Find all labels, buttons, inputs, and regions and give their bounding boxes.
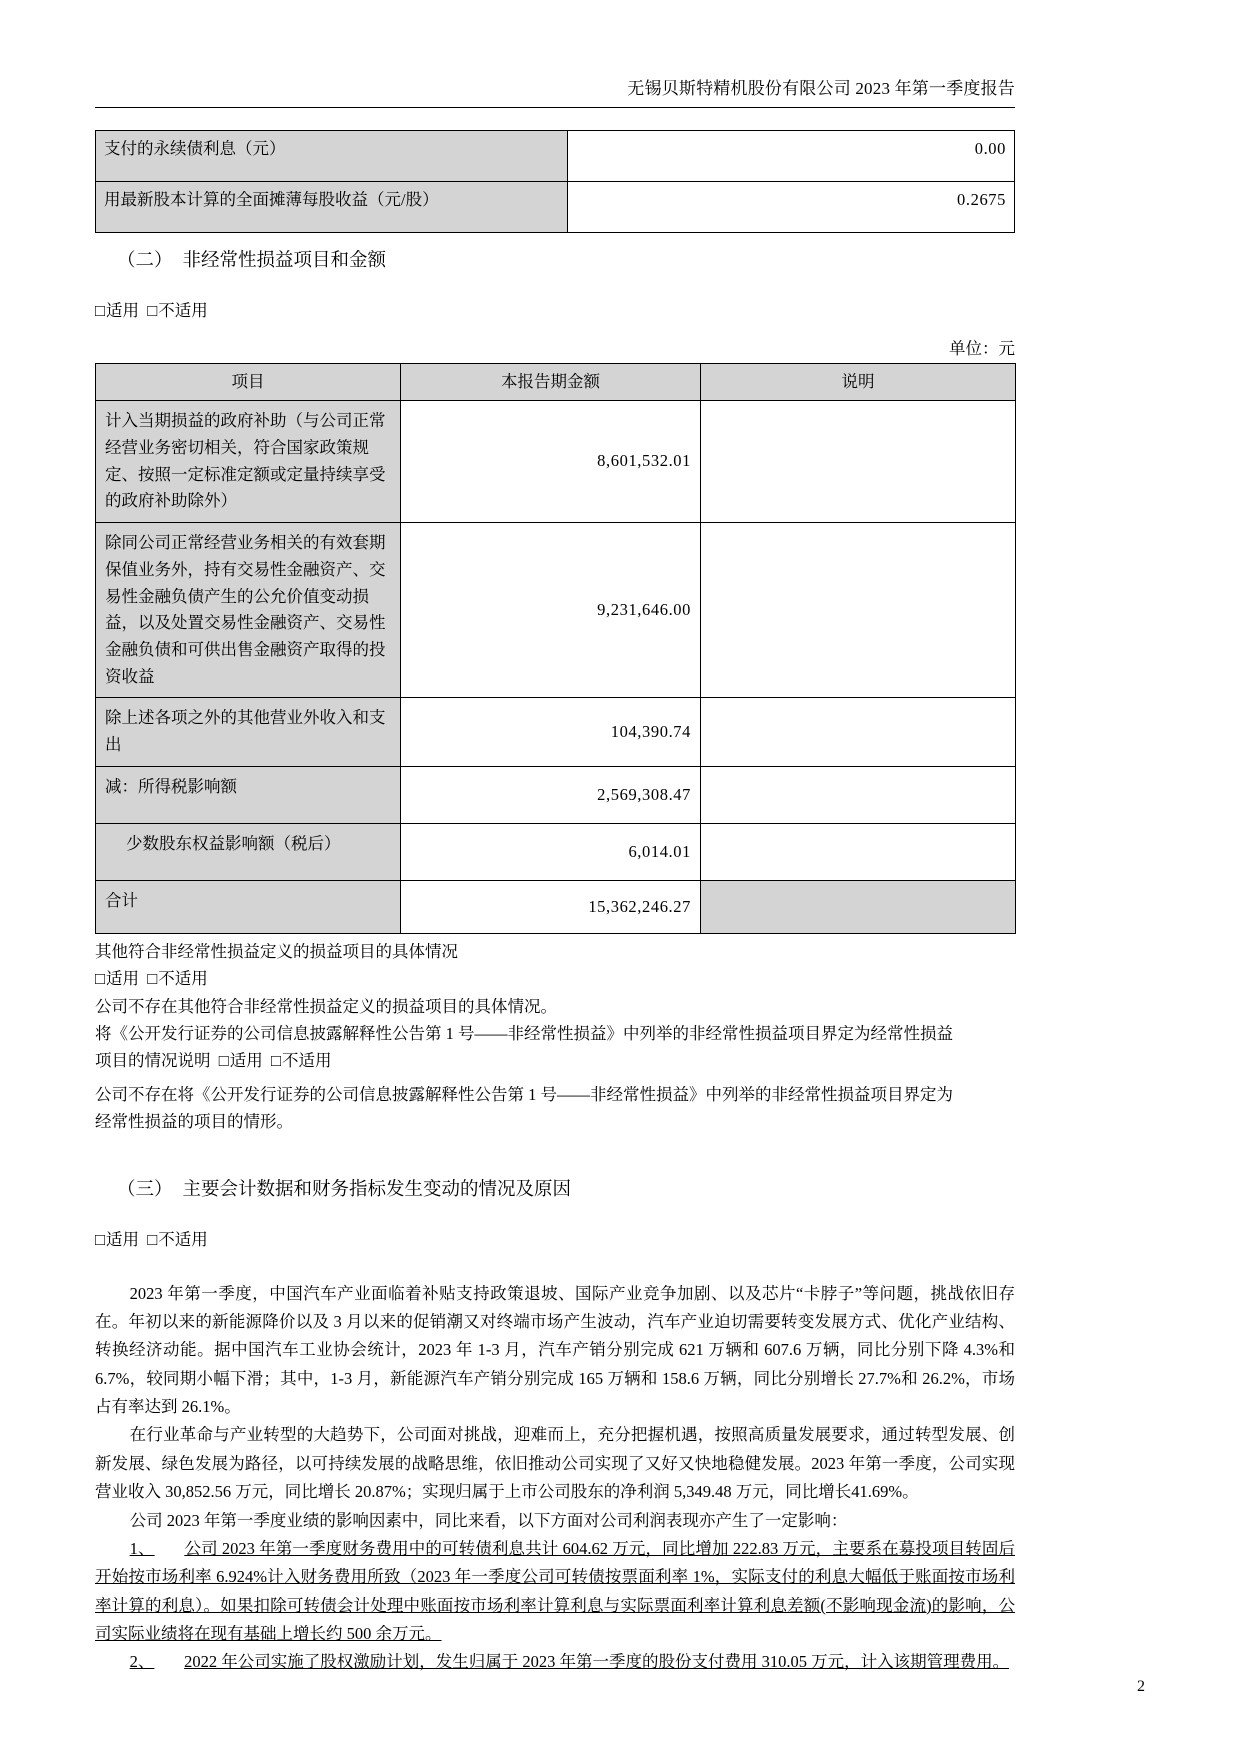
section-three-title: 主要会计数据和财务指标发生变动的情况及原因	[182, 1179, 572, 1200]
table-row	[96, 130, 1015, 181]
unit-label: 单位：元	[949, 338, 1015, 358]
applicable-label: 适用	[105, 1230, 139, 1250]
checkbox-empty-icon[interactable]	[147, 1230, 158, 1249]
checkbox-empty-icon[interactable]	[95, 969, 106, 988]
row-item-label: 除同公司正常经营业务相关的有效套期保值业务外，持有交易性金融资产、交易性金融负债产生的公允价值变动损益，以及处置交易性金融资产、交易性金融负债和可供出售金融资产取得的投资收益	[96, 523, 401, 698]
numbered-item-number: 1、	[129, 1538, 155, 1558]
section-two-applicability	[95, 298, 1015, 324]
note-line-1: 其他符合非经常性损益定义的损益项目的具体情况	[95, 941, 458, 961]
section-two-title: 非经常性损益项目和金额	[182, 250, 387, 271]
page-number: 2	[1137, 1678, 1145, 1695]
numbered-item-text: 公司 2023 年第一季度财务费用中的可转债利息共计 604.62 万元，同比增加 222.83 万元，主要系在募投项目转固后开始按市场利率 6.924%计入财务费用所致（2023 年一季度公司可转债按票面利率 1%，实际支付的利息大幅低于账面按市场利率计算的利息）。如果扣除可转债会计处理中账面按市场利率计算利息与实际票面利率计算利息差额(不影响现金流)的影响，公司实际业绩将在现有基础上增长约 500 余万元。	[95, 1538, 1016, 1643]
kpi-value: 0.2675	[568, 181, 1015, 232]
running-header	[95, 0, 1015, 101]
row-amount: 6,014.01	[401, 823, 701, 880]
paragraph: 2023 年第一季度，中国汽车产业面临着补贴支持政策退坡、国际产业竞争加剧、以及芯片“卡脖子”等问题，挑战依旧存在。年初以来的新能源降价以及 3 月以来的促销潮又对终端市场产生波动，汽车产业迫切需要转变发展方式、优化产业结构、转换经济动能。据中国汽车工业协会统计，2023 年 1-3 月，汽车产销分别完成 621 万辆和 607.6 万辆，同比分别下降 4.3%和 6.7%，较同期小幅下滑；其中，1-3 月，新能源汽车产销分别完成 165 万辆和 158.6 万辆，同比分别增长 27.7%和 26.2%，市场占有率达到 26.1%。	[95, 1283, 1015, 1416]
kpi-value: 0.00	[568, 130, 1015, 181]
kpi-label: 支付的永续债利息（元）	[96, 130, 568, 181]
numbered-item	[95, 1535, 1015, 1649]
page-content	[95, 0, 1015, 1677]
note-line-6: 公司不存在将《公开发行证券的公司信息披露解释性公告第 1 号——非经常性损益》中列举的非经常性损益项目界定为	[95, 1084, 953, 1104]
checkbox-checked-icon[interactable]: □	[270, 1051, 281, 1071]
column-header-item: 项目	[96, 363, 401, 401]
table-header-row	[96, 363, 1016, 401]
column-header-amount: 本报告期金额	[401, 363, 701, 401]
row-amount: 15,362,246.27	[401, 880, 701, 933]
header-divider	[95, 107, 1015, 108]
not-applicable-label: 不适用	[158, 969, 208, 989]
checkbox-checked-icon[interactable]: □	[147, 969, 158, 989]
numbered-item	[95, 1648, 1015, 1676]
section-two-heading-line	[117, 247, 1015, 277]
note-line-4: 将《公开发行证券的公司信息披露解释性公告第 1 号——非经常性损益》中列举的非经常性损益项目界定为经常性损益	[95, 1024, 953, 1044]
running-header-title: 无锡贝斯特精机股份有限公司 2023 年第一季度报告	[627, 79, 1015, 98]
row-amount: 9,231,646.00	[401, 523, 701, 698]
section-three-heading	[117, 1176, 1015, 1206]
applicable-label: 适用	[105, 969, 139, 989]
applicable-label: 适用	[105, 301, 139, 321]
paragraph: 公司 2023 年第一季度业绩的影响因素中，同比来看，以下方面对公司利润表现亦产生了一定影响：	[129, 1510, 848, 1530]
table-row	[96, 523, 1016, 698]
table-row	[96, 766, 1016, 823]
row-amount: 8,601,532.01	[401, 401, 701, 523]
row-note	[701, 880, 1016, 933]
checkbox-empty-icon[interactable]	[219, 1051, 230, 1070]
narrative-body	[95, 1280, 1015, 1677]
post-table-notes	[95, 938, 1015, 1136]
table-row	[96, 698, 1016, 766]
checkbox-checked-icon[interactable]: □	[95, 1230, 105, 1250]
section-two-number-text: （二）	[117, 250, 173, 271]
numbered-item-number: 2、	[129, 1652, 155, 1672]
paragraph: 在行业革命与产业转型的大趋势下，公司面对挑战，迎难而上，充分把握机遇，按照高质量发展要求，通过转型发展、创新发展、绿色发展为路径，以可持续发展的战略思维，依旧推动公司实现了又好又快地稳健发展。2023 年第一季度，公司实现营业收入 30,852.56 万元，同比增长 20.87%；实现归属于上市公司股东的净利润 5,349.48 万元，同比增长41.69%。	[95, 1425, 1015, 1502]
kpi-table	[95, 130, 1015, 233]
table-row	[96, 401, 1016, 523]
row-note	[701, 823, 1016, 880]
row-item-label: 减：所得税影响额	[96, 766, 401, 823]
not-applicable-label: 不适用	[158, 1230, 208, 1250]
numbered-item-text: 2022 年公司实施了股权激励计划，发生归属于 2023 年第一季度的股份支付费用 310.05 万元，计入该期管理费用。	[184, 1652, 1010, 1672]
row-note	[701, 523, 1016, 698]
applicable-label: 适用	[229, 1051, 263, 1071]
table-row	[96, 880, 1016, 933]
row-amount: 104,390.74	[401, 698, 701, 766]
table-row	[96, 181, 1015, 232]
row-item-label: 计入当期损益的政府补助（与公司正常经营业务密切相关，符合国家政策规定、按照一定标准定额或定量持续享受的政府补助除外）	[96, 401, 401, 523]
note-applicability-1	[95, 965, 1015, 992]
row-note	[701, 766, 1016, 823]
row-amount: 2,569,308.47	[401, 766, 701, 823]
section-three	[95, 1176, 1015, 1677]
kpi-label: 用最新股本计算的全面摊薄每股收益（元/股）	[96, 181, 568, 232]
note-line-5-prefix: 项目的情况说明	[95, 1051, 211, 1071]
non-recurring-items-table	[95, 363, 1016, 934]
table-row	[96, 823, 1016, 880]
row-note	[701, 698, 1016, 766]
not-applicable-label: 不适用	[158, 301, 208, 321]
note-line-7: 经常性损益的项目的情形。	[95, 1112, 293, 1132]
row-item-label: 除上述各项之外的其他营业外收入和支出	[96, 698, 401, 766]
note-applicability-2	[95, 1047, 1015, 1074]
section-three-number: （三）	[117, 1179, 173, 1200]
note-line-3: 公司不存在其他符合非经常性损益定义的损益项目的具体情况。	[95, 996, 557, 1016]
checkbox-empty-icon[interactable]	[147, 301, 158, 320]
row-item-label: 合计	[96, 880, 401, 933]
section-three-applicability	[95, 1227, 1015, 1253]
checkbox-checked-icon[interactable]: □	[95, 301, 105, 321]
not-applicable-label: 不适用	[281, 1051, 332, 1071]
row-item-label: 少数股东权益影响额（税后）	[96, 823, 401, 880]
row-note	[701, 401, 1016, 523]
column-header-note: 说明	[701, 363, 1016, 401]
